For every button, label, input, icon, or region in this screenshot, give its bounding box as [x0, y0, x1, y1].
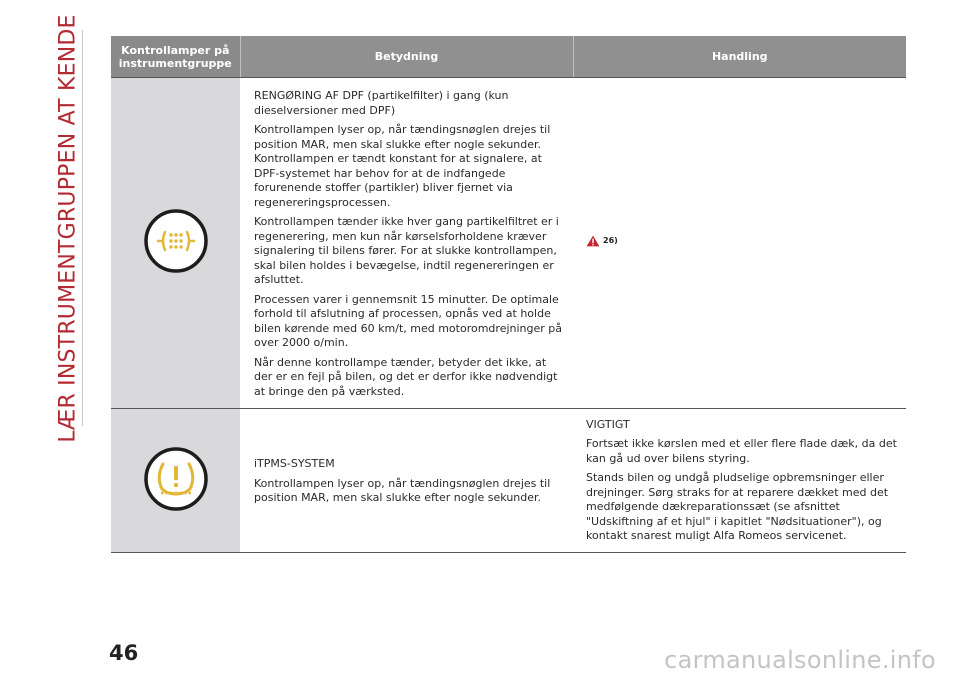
meaning-paragraph: Kontrollampen lyser op, når tændingsnøglen drejes til position MAR, men skal slukke efter nogle sekunder.	[254, 476, 551, 505]
action-paragraph: Fortsæt ikke kørslen med et eller flere flade dæk, da det kan gå ud over bilens styring.	[586, 437, 897, 465]
meaning-paragraph: Kontrollampen lyser op, når tændingsnøglen drejes til position MAR, men skal slukke efter nogle sekunder. Kontrollampen er tændt konstant for at signalere, at DPF-systemet har behov for at de indfangede forurenende stoffer (partikler) bliver fjernet via regenereringsprocessen.	[254, 123, 551, 209]
warning-lights-table	[111, 36, 906, 553]
meaning-paragraph: RENGØRING AF DPF (partikelfilter) i gang (kun dieselversioner med DPF)	[254, 89, 509, 117]
section-title: LÆR INSTRUMENTGRUPPEN AT KENDE	[55, 13, 81, 443]
meaning-paragraph: Kontrollampen tænder ikke hver gang partikelfiltret er i regenerering, men kun når kørselsforholdene kræver signalering til bilens fører. For at slukke kontrollampen, skal bilen holdes i bevægelse, indtil regenereringen er afsluttet.	[254, 215, 559, 286]
lamp-cell	[111, 409, 240, 553]
warning-triangle-icon	[586, 235, 600, 247]
column-header-meaning: Betydning	[240, 36, 573, 78]
meaning-paragraph: Processen varer i gennemsnit 15 minutter. De optimale forhold til afslutning af processen, opnås ved at holde bilen kørende med 60 km/t, med motoromdrejninger på over 2000 o/min.	[254, 292, 563, 349]
page-number: 46	[109, 641, 139, 665]
reference-number: 26)	[603, 236, 618, 246]
column-header-action: Handling	[573, 36, 906, 78]
action-cell	[573, 78, 906, 409]
warning-reference	[586, 234, 618, 249]
section-divider	[82, 30, 83, 426]
action-heading: VIGTIGT	[586, 417, 630, 431]
dpf-filter-icon	[143, 208, 209, 274]
lamp-cell	[111, 78, 240, 409]
meaning-cell	[240, 409, 573, 553]
tpms-warning-icon	[143, 446, 209, 512]
meaning-paragraph: Når denne kontrollampe tænder, betyder det ikke, at der er en fejl på bilen, og det er derfor ikke nødvendigt at bringe den på værksted.	[254, 355, 558, 398]
table-row	[111, 78, 906, 409]
action-paragraph: Stands bilen og undgå pludselige opbremsninger eller drejninger. Sørg straks for at reparere dækket med det medfølgende dækreparationssæt (se afsnittet "Udskiftning af et hjul" i kapitlet "Nødsituationer"), og kontakt snarest muligt Alfa Romeos servicenet.	[586, 471, 889, 542]
table-header-row	[111, 36, 906, 78]
watermark: carmanualsonline.info	[664, 646, 936, 674]
action-cell	[573, 409, 906, 553]
meaning-paragraph: iTPMS-SYSTEM	[254, 457, 335, 471]
meaning-cell	[240, 78, 573, 409]
column-header-lamps: Kontrollamper på instrumentgruppe	[111, 36, 240, 78]
table-row	[111, 409, 906, 553]
